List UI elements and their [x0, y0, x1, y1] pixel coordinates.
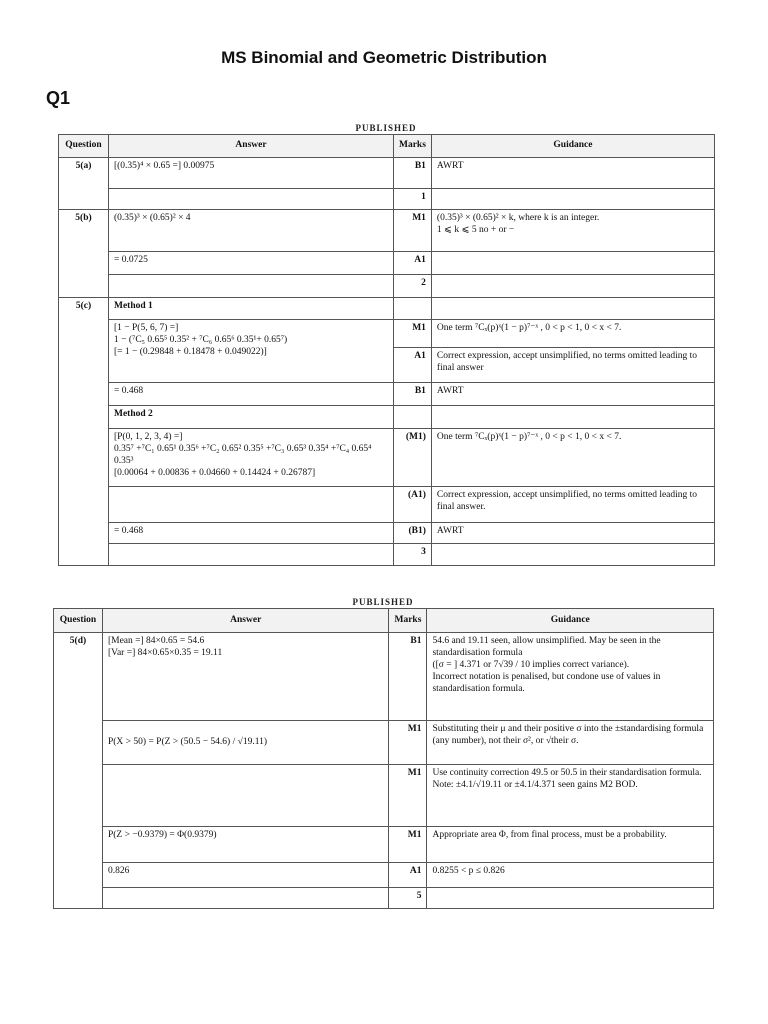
guidance-cell: AWRT	[431, 158, 714, 189]
table-row	[59, 383, 715, 406]
table-row	[59, 275, 715, 298]
header-marks: Marks	[394, 135, 432, 158]
answer-cell	[102, 633, 388, 721]
table-row	[59, 429, 715, 487]
table-row	[59, 210, 715, 252]
guidance-line: ([σ = ] 4.371 or 7√39 / 10 implies correct variance).	[432, 659, 630, 670]
header-marks: Marks	[389, 609, 427, 633]
header-question: Question	[59, 135, 109, 158]
guidance-cell: Substituting their μ and their positive σ into the ±standardising formula (any number), not their σ², or √their σ.	[427, 721, 714, 765]
table-row	[54, 888, 714, 909]
guidance-line: Use continuity correction 49.5 or 50.5 in their standardisation formula.	[432, 768, 702, 778]
guidance-cell	[427, 633, 714, 721]
method-heading: Method 1	[108, 298, 393, 320]
answer-cell: P(Z > −0.9379) = Φ(0.9379)	[102, 827, 388, 863]
question-number: 5(c)	[59, 298, 109, 566]
guidance-cell: AWRT	[431, 523, 714, 544]
table-row	[59, 544, 715, 566]
total-mark: 3	[394, 544, 432, 566]
question-number: 5(d)	[54, 633, 103, 909]
answer-line: [P(0, 1, 2, 3, 4) =]	[113, 432, 183, 442]
mark-cell: B1	[394, 158, 432, 189]
mark-cell: (A1)	[394, 487, 432, 523]
table-header-row	[54, 609, 714, 633]
guidance-cell: 0.8255 < p ≤ 0.826	[427, 863, 714, 888]
guidance-cell: AWRT	[431, 383, 714, 406]
method-heading: Method 2	[108, 406, 393, 429]
mark-cell: A1	[394, 252, 432, 275]
table-row	[59, 298, 715, 320]
mark-cell: A1	[394, 348, 432, 383]
guidance-cell	[431, 210, 714, 252]
answer-cell: (0.35)³ × (0.65)² × 4	[108, 210, 393, 252]
answer-cell: [(0.35)⁴ × 0.65 =] 0.00975	[108, 158, 393, 189]
total-mark: 1	[394, 189, 432, 210]
published-header: PUBLISHED	[355, 123, 417, 131]
question-label: Q1	[46, 88, 71, 108]
guidance-line: 54.6 and 19.11 seen, allow unsimplified. May be seen in the standardisation formula	[432, 636, 661, 658]
answer-cell: P(X > 50) = P(Z > (50.5 − 54.6) / √19.11)	[102, 721, 388, 765]
mark-cell: M1	[394, 320, 432, 348]
answer-cell	[108, 429, 393, 487]
guidance-line: 1 ⩽ k ⩽ 5 no + or −	[436, 224, 515, 235]
published-header: PUBLISHED	[352, 597, 414, 605]
answer-line: 1 − (⁷C₅ 0.65⁵ 0.35² + ⁷C₆ 0.65⁶ 0.35¹+ 0.65⁷)	[113, 334, 288, 345]
answer-line: [Mean =] 84×0.65 = 54.6	[107, 636, 205, 646]
answer-line: [0.00064 + 0.00836 + 0.04660 + 0.14424 + 0.26787]	[113, 467, 316, 478]
table-row	[59, 406, 715, 429]
mark-scheme-table-2	[53, 608, 714, 909]
table-row	[54, 863, 714, 888]
total-mark: 5	[389, 888, 427, 909]
table-row	[54, 633, 714, 721]
guidance-cell: Correct expression, accept unsimplified, no terms omitted leading to final answer	[431, 348, 714, 383]
page-title: MS Binomial and Geometric Distribution	[221, 48, 547, 67]
mark-cell: (M1)	[394, 429, 432, 487]
header-answer: Answer	[108, 135, 393, 158]
guidance-cell: Appropriate area Φ, from final process, must be a probability.	[427, 827, 714, 863]
guidance-line: (0.35)³ × (0.65)² × k, where k is an integer.	[436, 213, 600, 223]
mark-cell: M1	[389, 827, 427, 863]
question-number: 5(a)	[59, 158, 109, 210]
guidance-cell	[427, 765, 714, 827]
total-mark: 2	[394, 275, 432, 298]
header-question: Question	[54, 609, 103, 633]
mark-scheme-table-1	[58, 134, 715, 566]
answer-line: [= 1 − (0.29848 + 0.18478 + 0.049022)]	[113, 346, 267, 357]
table-row	[59, 523, 715, 544]
answer-cell	[108, 320, 393, 383]
table-row	[59, 320, 715, 348]
mark-cell: M1	[394, 210, 432, 252]
table-row	[59, 252, 715, 275]
table-row	[59, 158, 715, 189]
header-guidance: Guidance	[427, 609, 714, 633]
table-row	[54, 827, 714, 863]
header-answer: Answer	[102, 609, 388, 633]
answer-cell: = 0.468	[108, 383, 393, 406]
answer-cell: = 0.468	[108, 523, 393, 544]
answer-cell: = 0.0725	[108, 252, 393, 275]
mark-cell: A1	[389, 863, 427, 888]
answer-cell: 0.826	[102, 863, 388, 888]
table-row	[54, 721, 714, 765]
guidance-line: Note: ±4.1/√19.11 or ±4.1/4.371 seen gains M2 BOD.	[432, 779, 638, 790]
answer-line: [Var =] 84×0.65×0.35 = 19.11	[107, 647, 223, 658]
guidance-cell: Correct expression, accept unsimplified, no terms omitted leading to final answer.	[431, 487, 714, 523]
mark-cell: M1	[389, 721, 427, 765]
guidance-cell: One term ⁷Cₓ(p)ˣ(1 − p)⁷⁻ˣ , 0 < p < 1, 0 < x < 7.	[431, 320, 714, 348]
mark-cell: M1	[389, 765, 427, 827]
table-row	[59, 487, 715, 523]
mark-cell: (B1)	[394, 523, 432, 544]
answer-line: 0.35⁷ +⁷C₁ 0.65¹ 0.35⁶ +⁷C₂ 0.65² 0.35⁵ +⁷C₃ 0.65³ 0.35⁴ +⁷C₄ 0.65⁴	[113, 443, 372, 454]
mark-cell: B1	[389, 633, 427, 721]
table-row	[54, 765, 714, 827]
table-row	[59, 189, 715, 210]
guidance-cell: One term ⁷Cₓ(p)ˣ(1 − p)⁷⁻ˣ , 0 < p < 1, 0 < x < 7.	[431, 429, 714, 487]
question-number: 5(b)	[59, 210, 109, 298]
mark-cell: B1	[394, 383, 432, 406]
guidance-line: Incorrect notation is penalised, but condone use of values in standardisation formula.	[432, 671, 661, 694]
table-header-row	[59, 135, 715, 158]
header-guidance: Guidance	[431, 135, 714, 158]
answer-line: 0.35³	[113, 455, 134, 466]
answer-line: [1 − P(5, 6, 7) =]	[113, 323, 179, 333]
